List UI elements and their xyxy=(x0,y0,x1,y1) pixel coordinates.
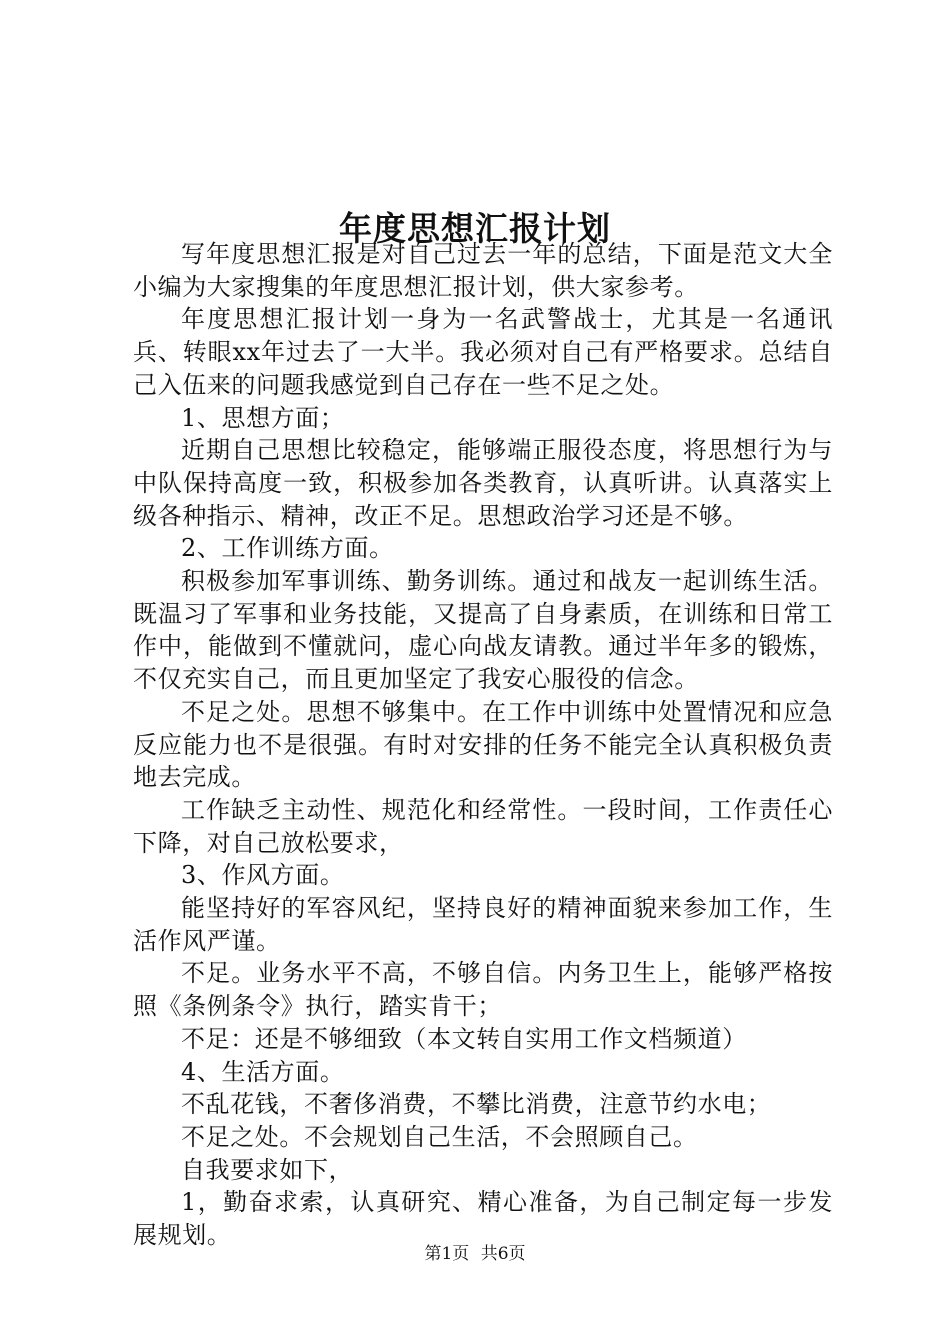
page-footer xyxy=(0,1242,950,1266)
paragraph: 积极参加军事训练、勤务训练。通过和战友一起训练生活。既温习了军事和业务技能，又提高了自身素质，在训练和日常工作中，能做到不懂就问，虚心向战友请教。通过半年多的锻炼，不仅充实自己，而且更加坚定了我安心服役的信念。 xyxy=(133,567,833,694)
paragraph: 1，勤奋求索，认真研究、精心准备，为自己制定每一步发展规划。 xyxy=(133,1188,833,1250)
paragraph: 1、思想方面； xyxy=(181,403,345,432)
paragraph: 不足之处。不会规划自己生活，不会照顾自己。 xyxy=(181,1122,698,1151)
paragraph: 3、作风方面。 xyxy=(181,861,345,890)
paragraph: 能坚持好的军容风纪，坚持良好的精神面貌来参加工作，生活作风严谨。 xyxy=(133,894,833,955)
page-total: 共6页 xyxy=(480,1244,526,1264)
paragraph: 近期自己思想比较稳定，能够端正服役态度，将思想行为与中队保持高度一致，积极参加各类教育，认真听讲。认真落实上级各种指示、精神，改正不足。思想政治学习还是不够。 xyxy=(133,436,833,530)
paragraph: 不乱花钱，不奢侈消费，不攀比消费，注意节约水电； xyxy=(181,1090,772,1119)
paragraph: 不足：还是不够细致（本文转自实用工作文档频道） xyxy=(181,1024,747,1053)
paragraph: 自我要求如下， xyxy=(181,1155,354,1184)
paragraph: 写年度思想汇报是对自己过去一年的总结，下面是范文大全小编为大家搜集的年度思想汇报计划，供大家参考。 xyxy=(133,240,833,301)
paragraph: 2、工作训练方面。 xyxy=(181,534,394,563)
page-number: 第1页 xyxy=(424,1244,470,1264)
paragraph: 工作缺乏主动性、规范化和经常性。一段时间，工作责任心下降，对自己放松要求， xyxy=(133,795,833,857)
paragraph: 不足之处。思想不够集中。在工作中训练中处置情况和应急反应能力也不是很强。有时对安排的任务不能完全认真积极负责地去完成。 xyxy=(133,697,833,792)
document-body xyxy=(133,238,833,1252)
paragraph: 不足。业务水平不高，不够自信。内务卫生上，能够严格按照《条例条令》执行，踏实肯干； xyxy=(133,959,833,1021)
document-title: 年度思想汇报计划 xyxy=(339,209,611,249)
paragraph: 年度思想汇报计划一身为一名武警战士，尤其是一名通讯兵、转眼xx年过去了一大半。我必须对自己有严格要求。总结自己入伍来的问题我感觉到自己存在一些不足之处。 xyxy=(133,305,833,399)
paragraph: 4、生活方面。 xyxy=(181,1057,345,1086)
